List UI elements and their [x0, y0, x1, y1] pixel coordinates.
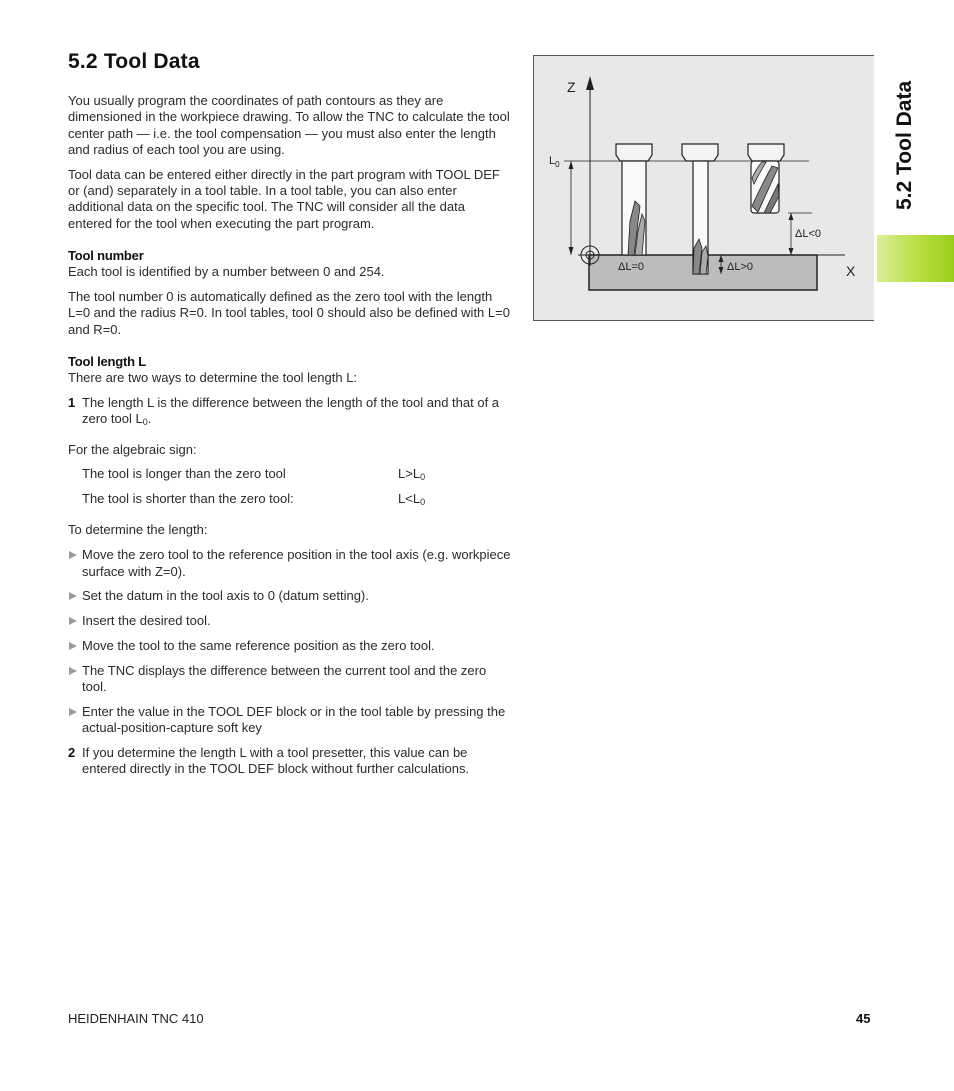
compare-longer-label: The tool is longer than the zero tool	[82, 466, 286, 482]
method-1-end: .	[147, 411, 152, 427]
dl-neg-arrow-bottom-icon	[789, 248, 794, 255]
compare-row-shorter	[68, 491, 511, 507]
tool-length-diagram	[534, 56, 875, 322]
page-title: 5.2 Tool Data	[68, 50, 200, 73]
tool-number-text-2: The tool number 0 is automatically defined as the zero tool with the length L=0 and the radius R=0. In tool tables, tool 0 should also be defined with L=0 and R=0.	[68, 288, 510, 337]
step-text: The TNC displays the difference between the current tool and the zero tool.	[82, 662, 487, 695]
step-text: Insert the desired tool.	[82, 613, 211, 629]
compare-shorter-sub: 0	[420, 497, 426, 508]
l0-arrow-top-icon	[569, 161, 574, 169]
l0-arrow-bottom-icon	[569, 247, 574, 255]
shorter-tool-drawing	[748, 144, 784, 213]
triangle-bullet-icon	[69, 667, 77, 675]
tool-length-figure	[533, 55, 874, 321]
step-item	[68, 613, 511, 629]
zero-tool-drawing	[616, 144, 652, 255]
method-2-text: If you determine the length L with a tool presetter, this value can be entered directly in the TOOL DEF block without further calculations.	[82, 744, 470, 777]
footer-product: HEIDENHAIN TNC 410	[68, 1011, 204, 1026]
compare-shorter-label: The tool is shorter than the zero tool:	[82, 491, 294, 507]
tool-number-text-1: Each tool is identified by a number between 0 and 254.	[68, 264, 385, 280]
triangle-bullet-icon	[69, 617, 77, 625]
main-column	[68, 93, 511, 786]
intro-paragraph-1: You usually program the coordinates of path contours as they are dimensioned in the workpiece drawing. To allow the TNC to calculate the tool center path — i.e. the tool compensation — you must also enter the length and radius of each tool you are using.	[68, 93, 510, 157]
method-1-sub: 0	[142, 417, 148, 428]
step-text: Move the zero tool to the reference position in the tool axis (e.g. workpiece surface with Z=0).	[82, 547, 511, 579]
x-axis-label: X	[846, 263, 856, 279]
method-2-number: 2	[68, 744, 76, 760]
tool-length-intro: There are two ways to determine the tool length L:	[68, 370, 358, 386]
step-text: Set the datum in the tool axis to 0 (datum setting).	[82, 588, 369, 604]
step-item	[68, 663, 511, 696]
method-1-number: 1	[68, 394, 76, 410]
step-text: Enter the value in the TOOL DEF block or in the tool table by pressing the actual-position-capture soft key	[82, 703, 506, 736]
tool-number-heading: Tool number	[68, 247, 144, 263]
method-2	[68, 745, 511, 778]
l0-label-sub: 0	[555, 160, 560, 169]
tool-length-heading: Tool length L	[68, 353, 147, 369]
chapter-tab	[877, 235, 954, 282]
method-1-text: The length L is the difference between the length of the tool and that of a zero tool L	[82, 394, 500, 427]
l0-label	[549, 155, 560, 169]
dl-neg-arrow-top-icon	[789, 213, 794, 220]
compare-longer-value	[398, 466, 425, 482]
compare-row-longer	[68, 466, 511, 482]
dl-neg-label: ΔL<0	[795, 228, 822, 240]
step-item	[68, 547, 511, 580]
z-axis-arrow-icon	[586, 76, 594, 90]
step-item	[68, 704, 511, 737]
step-item	[68, 638, 511, 654]
compare-shorter-expr: L<L	[398, 491, 421, 507]
l0-label-main: L	[549, 155, 556, 167]
triangle-bullet-icon	[69, 592, 77, 600]
dl-pos-label: ΔL>0	[727, 261, 754, 273]
determine-intro: To determine the length:	[68, 522, 208, 538]
triangle-bullet-icon	[69, 642, 77, 650]
triangle-bullet-icon	[69, 708, 77, 716]
step-item	[68, 588, 511, 604]
compare-longer-sub: 0	[420, 472, 426, 483]
intro-paragraph-2: Tool data can be entered either directly in the part program with TOOL DEF or (and) separately in a tool table. In a tool table, you can also enter additional data on the specific tool. The TNC will consider all the data entered for the tool when executing the part program.	[68, 166, 500, 231]
dl-zero-label: ΔL=0	[618, 261, 645, 273]
side-chapter-title: 5.2 Tool Data	[893, 80, 916, 210]
sign-intro: For the algebraic sign:	[68, 441, 197, 457]
z-axis-label: Z	[567, 79, 576, 95]
step-text: Move the tool to the same reference position as the zero tool.	[82, 637, 435, 653]
triangle-bullet-icon	[69, 551, 77, 559]
page-number: 45	[856, 1011, 871, 1026]
compare-longer-expr: L>L	[398, 466, 421, 482]
compare-shorter-value	[398, 491, 425, 507]
method-1	[68, 395, 511, 428]
